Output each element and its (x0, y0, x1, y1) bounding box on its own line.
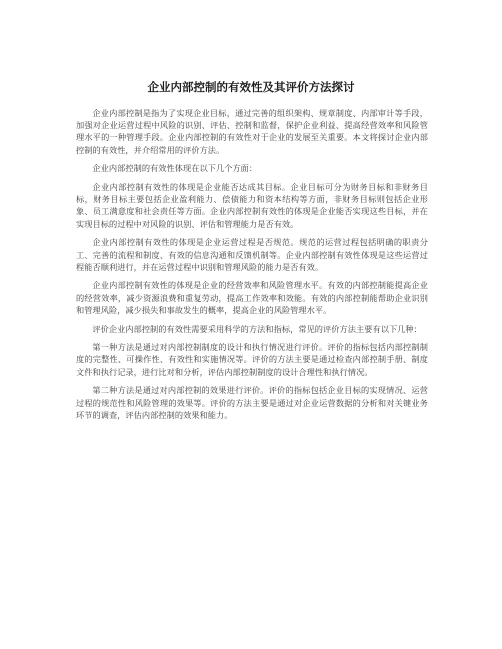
paragraph-goal-achievement: 企业内部控制有效性的体现是企业能否达成其目标。企业目标可分为财务目标和非财务目标，财务目标主要包括企业盈利能力、偿债能力和资本结构等方面，非财务目标则包括企业形象、员工满意度和社会责任等方面。企业内部控制有效性的体现是企业能否实现这些目标，并在实现目标的过程中对风险的识别、评估和管理能力是否有效。 (76, 182, 428, 229)
document-body (76, 107, 428, 427)
paragraph-aspects-lead: 企业内部控制的有效性体现在以下几个方面： (92, 163, 258, 174)
paragraph-intro: 企业内部控制是指为了实现企业目标，通过完善的组织架构、规章制度、内部审计等手段，加强对企业运营过程中风险的识别、评估、控制和监督，保护企业利益、提高经营效率和风险管理水平的一种管理手段。企业内部控制的有效性对于企业的发展至关重要。本文将探讨企业内部控制的有效性，并介绍常用的评价方法。 (76, 108, 428, 155)
paragraph-efficiency-risk: 企业内部控制有效性的体现是企业的经营效率和风险管理水平。有效的内部控制能提高企业的经营效率，减少资源浪费和重复劳动，提高工作效率和效能。有效的内部控制能帮助企业识别和管理风险，减少损失和事故发生的概率，提高企业的风险管理水平。 (76, 280, 428, 315)
document-title: 企业内部控制的有效性及其评价方法探讨 (147, 80, 355, 94)
paragraph-method-two: 第二种方法是通过对内部控制的效果进行评价。评价的指标包括企业目标的实现情况、运营过程的规范性和风险管理的效果等。评价的方法主要是通过对企业运营数据的分析和对关键业务环节的调查，评估内部控制的效果和能力。 (76, 385, 428, 420)
paragraph-operation-standard: 企业内部控制有效性的体现是企业运营过程是否规范。规范的运营过程包括明确的职责分工、完善的流程和制度、有效的信息沟通和反馈机制等。企业内部控制有效性体现是这些运营过程能否顺利进行，并在运营过程中识别和管理风险的能力是否有效。 (76, 237, 428, 272)
paragraph-method-one: 第一种方法是通过对内部控制制度的设计和执行情况进行评价。评价的指标包括内部控制制度的完整性、可操作性、有效性和实施情况等。评价的方法主要是通过检查内部控制手册、制度文件和执行记录，进行比对和分析，评估内部控制制度的设计合理性和执行情况。 (76, 342, 428, 377)
paragraph-methods-lead: 评价企业内部控制的有效性需要采用科学的方法和指标，常见的评价方法主要有以下几种： (92, 323, 422, 334)
